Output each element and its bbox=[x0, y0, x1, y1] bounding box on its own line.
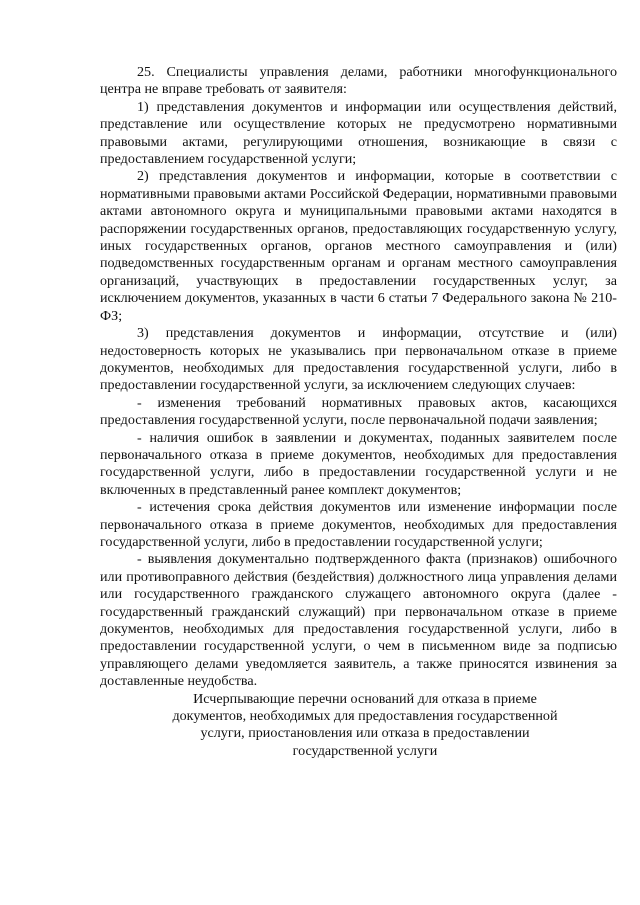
heading-line-1: Исчерпывающие перечни оснований для отказа в приеме bbox=[193, 690, 537, 707]
heading-line-4: государственной услуги bbox=[292, 742, 438, 759]
exception-item-3: - истечения срока действия документов или изменение информации после первоначального отказа в приеме документов, необходимых для предоставления государственной услуги, либо в предоставлении государственной услуги; bbox=[100, 499, 617, 550]
list-item-3: 3) представления документов и информации, отсутствие и (или) недостоверность которых не указывались при первоначальном отказе в приеме документов, необходимых для предоставления государственной услуги, либо в предоставлении государственной услуги, за исключением следующих случаев: bbox=[100, 325, 617, 394]
exception-item-1: - изменения требований нормативных правовых актов, касающихся предоставления государственной услуги, после первоначальной подачи заявления; bbox=[100, 394, 617, 429]
section-heading bbox=[100, 691, 617, 761]
heading-line-3: услуги, приостановления или отказа в предоставлении bbox=[200, 725, 530, 742]
list-item-1: 1) представления документов и информации или осуществления действий, представление или осуществление которых не предусмотрено нормативными правовыми актами, регулирующими отношения, возникающие в связи с предоставлением государственной услуги; bbox=[100, 98, 617, 168]
exception-item-2: - наличия ошибок в заявлении и документах, поданных заявителем после первоначального отказа в приеме документов, необходимых для предоставления государственной услуги, либо в предоставлении государственной услуги и не включенных в представленный ранее комплект документов; bbox=[100, 429, 617, 498]
heading-line-2: документов, необходимых для предоставления государственной bbox=[172, 708, 558, 725]
document-page bbox=[100, 64, 617, 760]
list-item-2: 2) представления документов и информации, которые в соответствии с нормативными правовыми актами Российской Федерации, нормативными правовыми актами автономного округа и муниципальными правовыми актами находятся в распоряжении государственных органов, предоставляющих государственную услугу, иных государственных органов, органов местного самоуправления и (или) подведомственных государственным органам и органам местного самоуправления организаций, участвующих в предоставлении государственных услуг, за исключением документов, указанных в части 6 статьи 7 Федерального закона № 210-ФЗ; bbox=[100, 168, 617, 324]
paragraph-25: 25. Специалисты управления делами, работники многофункционального центра не вправе требовать от заявителя: bbox=[100, 64, 617, 98]
exception-item-4: - выявления документально подтвержденного факта (признаков) ошибочного или противоправного действия (бездействия) должностного лица управления делами или государственного гражданского служащего автономного округа (далее - государственный гражданский служащий) при первоначальном отказе в приеме документов, необходимых для предоставления государственной услуги, либо в предоставлении государственной услуги, о чем в письменном виде за подписью управляющего делами уведомляется заявитель, а также приносятся извинения за доставленные неудобства. bbox=[100, 551, 617, 690]
